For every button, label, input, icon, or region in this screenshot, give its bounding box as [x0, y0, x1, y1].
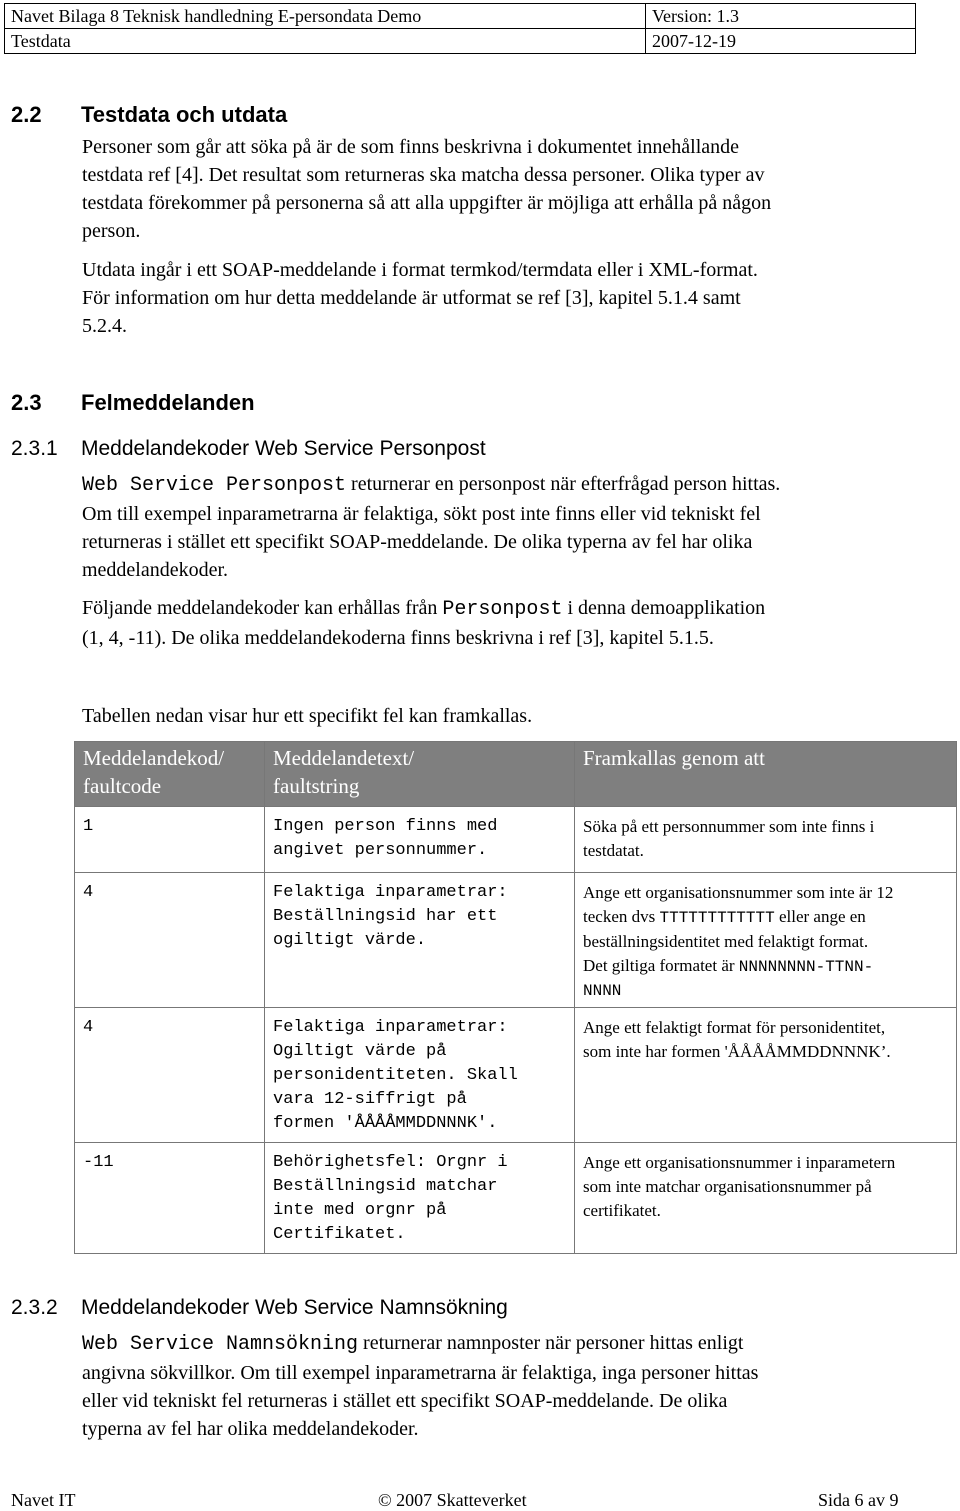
- cell-faultcode: 4: [75, 873, 265, 1008]
- table-row: [75, 1008, 957, 1143]
- cell-faultcode: -11: [75, 1143, 265, 1254]
- text-line: Utdata ingår i ett SOAP-meddelande i format termkod/termdata eller i XML-format.: [82, 259, 758, 281]
- footer-left: Navet IT: [11, 1490, 76, 1510]
- cell-line: vara 12-siffrigt på: [273, 1090, 467, 1109]
- cell-faultstring: [265, 807, 575, 873]
- cell-how: [575, 1008, 957, 1143]
- cell-line: Söka på ett personnummer som inte finns i: [583, 817, 875, 836]
- cell-faultstring: [265, 1143, 575, 1254]
- text-run: tecken dvs: [583, 907, 660, 926]
- inline-code: Web Service Personpost: [82, 474, 347, 497]
- text-line: angivna sökvillkor. Om till exempel inparametrarna är felaktiga, inga personer hittas: [82, 1362, 759, 1384]
- text-line: person.: [82, 220, 141, 242]
- text-run: Det giltiga formatet är: [583, 956, 739, 975]
- cell-faultcode: 4: [75, 1008, 265, 1143]
- cell-line: personidentiteten. Skall: [273, 1066, 518, 1085]
- cell-line: inte med orgnr på: [273, 1201, 447, 1220]
- cell-line: Beställningsid har ett: [273, 907, 498, 926]
- cell-line: som inte har formen 'ÅÅÅÅMMDDNNNK’.: [583, 1042, 891, 1061]
- text-line: [82, 1329, 957, 1359]
- text-run: returnerar namnposter när personer hittas enligt: [358, 1332, 744, 1354]
- section-title: Meddelandekoder Web Service Namnsökning: [81, 1296, 508, 1319]
- text-line: testdata förekommer på personerna så att alla uppgifter är möjliga att erhålla på någon: [82, 192, 772, 214]
- section-number: 2.3.1: [11, 437, 58, 460]
- cell-line: Felaktiga inparametrar:: [273, 1018, 508, 1037]
- fault-code-table: [74, 741, 957, 1254]
- text-line: typerna av fel har olika meddelandekoder.: [82, 1418, 419, 1440]
- cell-line: Behörighetsfel: Orgnr i: [273, 1153, 508, 1172]
- text-line: meddelandekoder.: [82, 559, 229, 581]
- cell-line: Ange ett organisationsnummer i inparametern: [583, 1153, 896, 1172]
- cell-line: ogiltigt värde.: [273, 931, 427, 950]
- text-line: Om till exempel inparametrarna är felaktiga, sökt post inte finns eller vid tekniskt fel: [82, 503, 761, 525]
- section-number: 2.2: [11, 102, 42, 127]
- cell-line: [583, 905, 948, 930]
- section-number: 2.3: [11, 390, 42, 415]
- text-line: (1, 4, -11). De olika meddelandekoderna finns beskrivna i ref [3], kapitel 5.1.5.: [82, 627, 714, 649]
- cell-line: Ange ett felaktigt format för personidentitet,: [583, 1018, 886, 1037]
- table-row: [75, 807, 957, 873]
- section-title: Meddelandekoder Web Service Personpost: [81, 437, 486, 460]
- inline-code: NNNN: [583, 982, 622, 1000]
- section-2-3-1-heading: [11, 436, 911, 462]
- cell-line: Ange ett organisationsnummer som inte är 12: [583, 883, 894, 902]
- section-2-2-paragraph-1: [82, 133, 952, 245]
- cell-line: certifikatet.: [583, 1201, 661, 1220]
- section-2-3-1-paragraph-2: [82, 594, 957, 652]
- text-line: För information om hur detta meddelande är utformat se ref [3], kapitel 5.1.4 samt: [82, 287, 741, 309]
- text-run: eller ange en: [774, 907, 866, 926]
- header-text: faultstring: [273, 774, 360, 798]
- cell-line: Ogiltigt värde på: [273, 1042, 447, 1061]
- header-subject: Testdata: [5, 29, 646, 54]
- table-intro: Tabellen nedan visar hur ett specifikt fel kan framkallas.: [82, 705, 533, 727]
- section-number: 2.3.2: [11, 1296, 58, 1319]
- text-line: eller vid tekniskt fel returneras i stället ett specifikt SOAP-meddelande. De olika: [82, 1390, 728, 1412]
- section-title: Testdata och utdata: [81, 102, 288, 127]
- cell-line: Beställningsid matchar: [273, 1177, 498, 1196]
- text-line: Personer som går att söka på är de som finns beskrivna i dokumentet innehållande: [82, 136, 740, 158]
- section-2-2-paragraph-2: [82, 256, 952, 340]
- text-run: Följande meddelandekoder kan erhållas från: [82, 597, 443, 619]
- cell-line: beställningsidentitet med felaktigt format.: [583, 932, 869, 951]
- footer-right: Sida 6 av 9: [818, 1490, 899, 1510]
- text-line: [82, 594, 957, 624]
- page-header: [4, 3, 916, 54]
- header-text: Meddelandekod/: [83, 746, 225, 770]
- cell-faultstring: [265, 1008, 575, 1143]
- header-text: Meddelandetext/: [273, 746, 415, 770]
- cell-line: Ingen person finns med: [273, 817, 498, 836]
- cell-how: [575, 1143, 957, 1254]
- table-row: [75, 1143, 957, 1254]
- cell-line: Certifikatet.: [273, 1225, 406, 1244]
- table-header-row: [75, 742, 957, 807]
- section-2-2-heading: [11, 102, 911, 128]
- inline-code: Personpost: [442, 598, 563, 621]
- table-row: [75, 873, 957, 1008]
- section-2-3-1-paragraph-1: [82, 470, 957, 584]
- section-2-3-heading: [11, 390, 911, 416]
- section-title: Felmeddelanden: [81, 390, 255, 415]
- header-version: Version: 1.3: [646, 4, 916, 29]
- text-run: i denna demoapplikation: [562, 597, 766, 619]
- header-text: faultcode: [83, 774, 162, 798]
- cell-line: formen 'ÅÅÅÅMMDDNNNK'.: [273, 1114, 498, 1133]
- inline-code: TTTTTTTTTTTT: [659, 909, 775, 927]
- text-line: testdata ref [4]. Det resultat som returneras ska matcha dessa personer. Olika typer av: [82, 164, 765, 186]
- inline-code: Web Service Namnsökning: [82, 1333, 359, 1356]
- footer-center: © 2007 Skatteverket: [378, 1490, 527, 1510]
- header-text: Framkallas genom att: [583, 746, 765, 770]
- section-2-3-2-paragraph: [82, 1329, 957, 1443]
- cell-line: Felaktiga inparametrar:: [273, 883, 508, 902]
- cell-how: [575, 807, 957, 873]
- header-date: 2007-12-19: [646, 29, 916, 54]
- cell-line: testdatat.: [583, 841, 644, 860]
- header-faultcode: [75, 742, 265, 807]
- cell-faultcode: 1: [75, 807, 265, 873]
- header-doc-title: Navet Bilaga 8 Teknisk handledning E-persondata Demo: [5, 4, 646, 29]
- cell-line: [583, 954, 948, 979]
- header-how: [575, 742, 957, 807]
- cell-line: angivet personnummer.: [273, 841, 488, 860]
- header-faultstring: [265, 742, 575, 807]
- cell-how: [575, 873, 957, 1008]
- text-run: returnerar en personpost när efterfrågad person hittas.: [346, 473, 781, 495]
- text-line: returneras i stället ett specifikt SOAP-meddelande. De olika typerna av fel har olika: [82, 531, 753, 553]
- cell-faultstring: [265, 873, 575, 1008]
- text-line: [82, 470, 957, 500]
- cell-line: som inte matchar organisationsnummer på: [583, 1177, 872, 1196]
- inline-code: NNNNNNNN-TTNN-: [738, 958, 874, 976]
- text-line: 5.2.4.: [82, 315, 127, 337]
- section-2-3-2-heading: [11, 1295, 911, 1321]
